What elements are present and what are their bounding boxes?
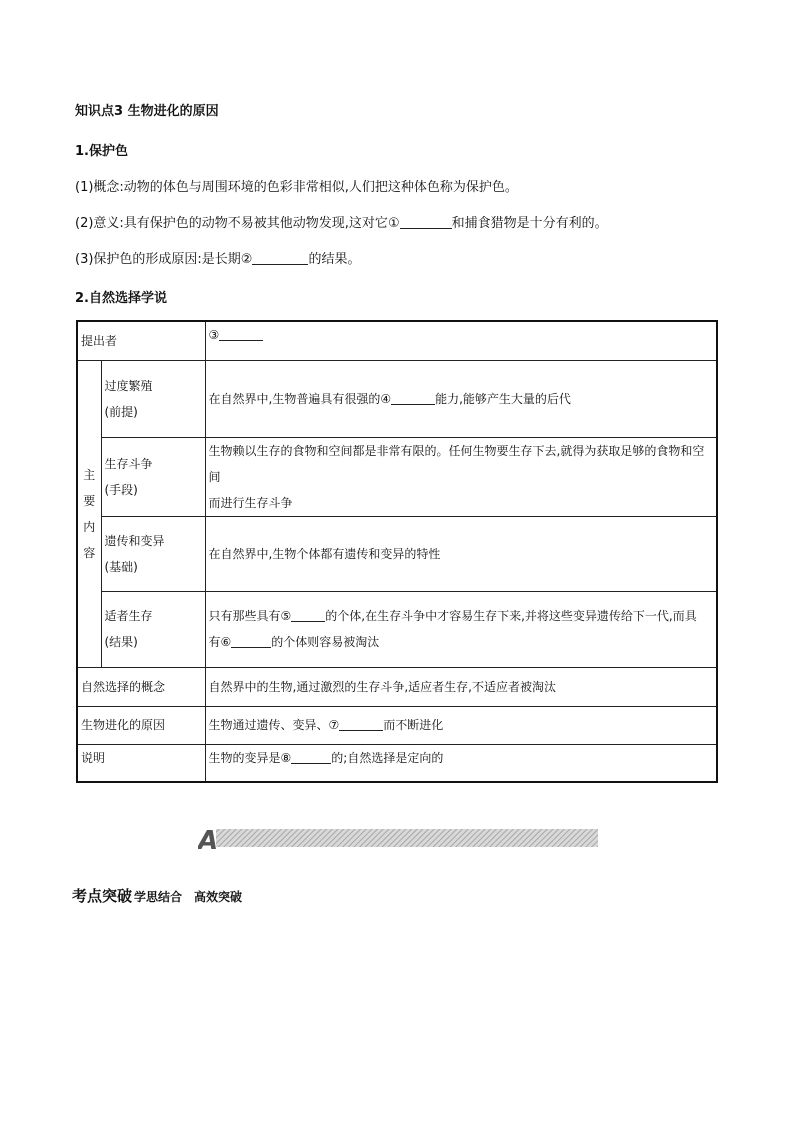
blank-7[interactable] (339, 717, 383, 731)
cause-line (75, 248, 360, 267)
overproduction-label (101, 360, 205, 437)
banner-letter: A (198, 827, 219, 851)
heredity-desc: 在自然界中,生物个体都有遗传和变异的特性 (205, 516, 717, 591)
struggle-desc (205, 437, 717, 516)
blank-marker-7: ⑦ (328, 718, 340, 732)
meaning-text-before: (2)意义:具有保护色的动物不易被其他动物发现,这对它 (75, 216, 388, 231)
natural-selection-table (76, 320, 718, 783)
row-label: 遗传和变异 (104, 533, 165, 548)
desc-before: 生物通过遗传、变异、 (208, 718, 329, 732)
meaning-text-after: 和捕食猎物是十分有利的。 (451, 216, 608, 231)
heading: 知识点3 生物进化的原因 (75, 104, 219, 119)
heredity-label (101, 516, 205, 591)
main-content-label (77, 360, 101, 667)
evolution-cause-desc (205, 706, 717, 744)
table-row (77, 591, 717, 667)
concept-label: 自然选择的概念 (77, 667, 205, 706)
main-content-text: 主要内容 (83, 467, 96, 560)
blank-6[interactable] (231, 634, 271, 648)
table-row (77, 516, 717, 591)
desc-after: 能力,能够产生大量的后代 (435, 391, 571, 406)
evolution-cause-label: 生物进化的原因 (77, 706, 205, 744)
section2-title: 2.自然选择学说 (75, 291, 167, 306)
blank-marker-1: ① (387, 216, 400, 231)
desc-after: 的;自然选择是定向的 (331, 750, 444, 765)
blank-marker-5: ⑤ (280, 609, 292, 623)
desc-after: 而不断进化 (383, 718, 444, 732)
survival-label (101, 591, 205, 667)
desc-before-2: 有 (208, 635, 221, 649)
table-row (77, 321, 717, 360)
desc-line1: 生物赖以生存的食物和空间都是非常有限的。任何生物要生存下去,就得为获取足够的食物和空间 (208, 443, 705, 484)
blank-5[interactable] (291, 608, 325, 622)
desc-after-2: 的个体则容易被淘汰 (271, 635, 380, 649)
row-sub: (手段) (104, 482, 138, 497)
overproduction-desc (205, 360, 717, 437)
cause-text-after: 的结果。 (308, 252, 361, 267)
bottom-section-title (72, 885, 242, 906)
proposer-label: 提出者 (77, 321, 205, 360)
table-row (77, 667, 717, 706)
cause-text-before: (3)保护色的形成原因:是长期 (75, 252, 241, 267)
row-sub: (基础) (104, 559, 138, 574)
note-label: 说明 (77, 744, 205, 782)
table-row (77, 744, 717, 782)
blank-3[interactable] (219, 327, 263, 341)
banner-stripe (216, 829, 598, 847)
row-sub: (结果) (104, 635, 138, 649)
note-desc (205, 744, 717, 782)
blank-marker-3: ③ (208, 328, 220, 342)
table-row (77, 706, 717, 744)
table-row (77, 437, 717, 516)
blank-4[interactable] (391, 391, 435, 405)
blank-marker-6: ⑥ (220, 635, 232, 649)
survival-desc (205, 591, 717, 667)
blank-2[interactable] (252, 251, 308, 265)
proposer-cell (205, 321, 717, 360)
blank-marker-2: ② (240, 252, 253, 267)
section-banner (198, 827, 598, 851)
desc-before: 在自然界中,生物普遍具有很强的 (208, 391, 381, 406)
blank-marker-4: ④ (380, 391, 392, 406)
desc-before: 只有那些具有 (208, 609, 281, 623)
row-sub: (前提) (104, 404, 138, 419)
struggle-label (101, 437, 205, 516)
section1-title: 1.保护色 (75, 144, 128, 159)
desc-line2: 而进行生存斗争 (208, 495, 293, 510)
blank-1[interactable] (400, 215, 452, 229)
meaning-line (75, 212, 608, 231)
row-label: 过度繁殖 (104, 378, 153, 393)
row-label: 适者生存 (104, 609, 153, 623)
blank-marker-8: ⑧ (280, 750, 292, 765)
concept-desc: 自然界中的生物,通过激烈的生存斗争,适应者生存,不适应者被淘汰 (205, 667, 717, 706)
concept-line: (1)概念:动物的体色与周围环境的色彩非常相似,人们把这种体色称为保护色。 (75, 180, 518, 195)
row-label: 生存斗争 (104, 456, 153, 471)
bottom-subtitle: 学思结合 高效突破 (134, 890, 243, 904)
bottom-title: 考点突破 (72, 887, 133, 905)
desc-after: 的个体,在生存斗争中才容易生存下来,并将这些变异遗传给下一代,而具 (325, 609, 697, 623)
table-row (77, 360, 717, 437)
desc-before: 生物的变异是 (208, 750, 281, 765)
blank-8[interactable] (291, 750, 331, 764)
